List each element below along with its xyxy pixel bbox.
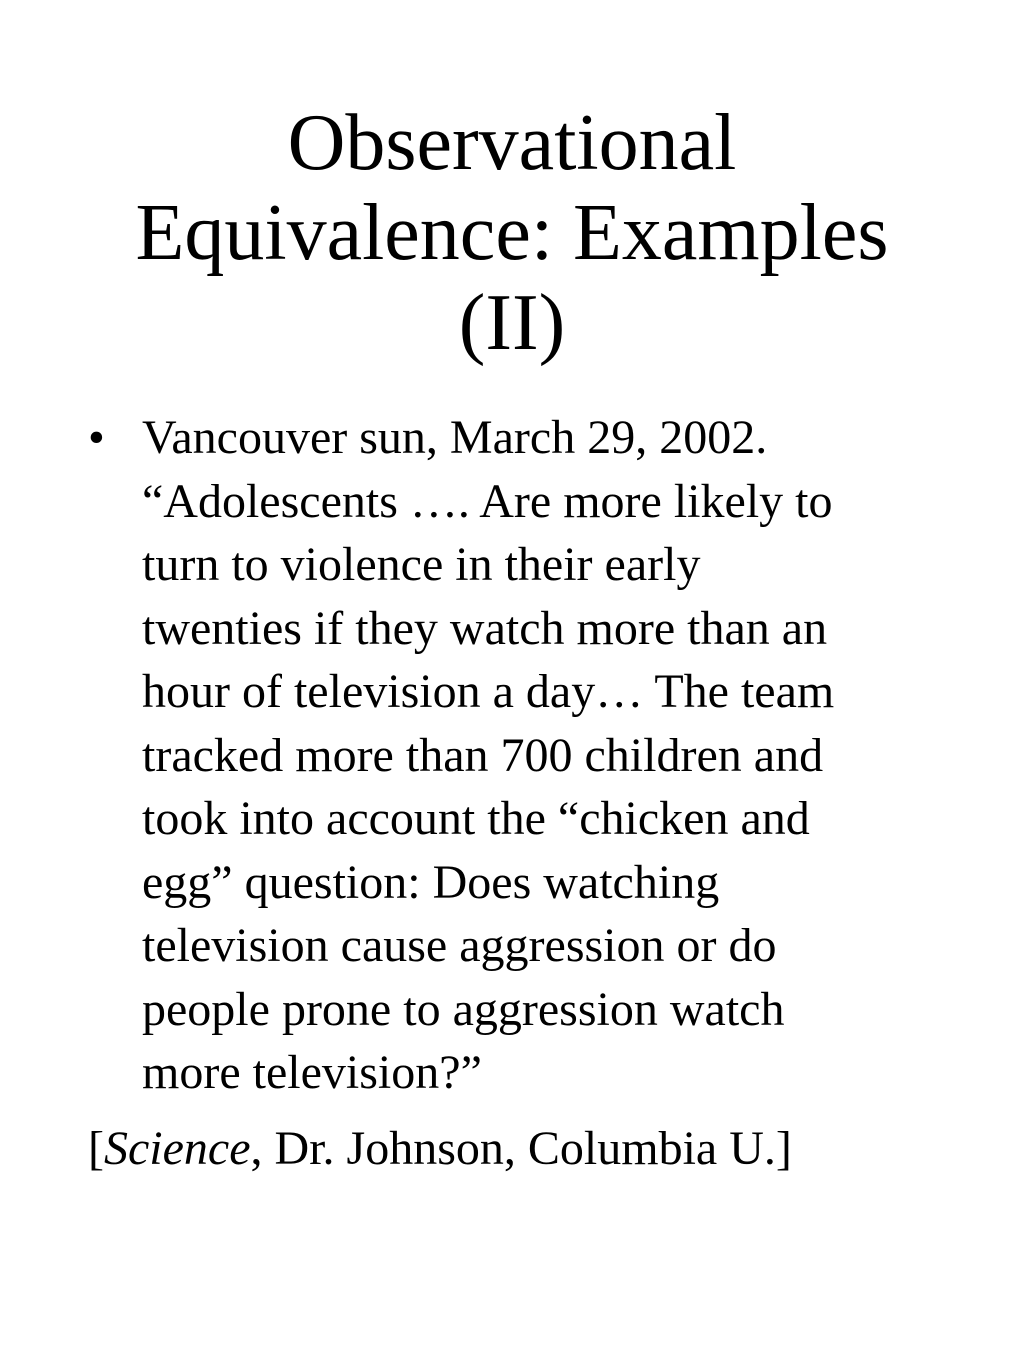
citation-open-bracket: [ [88,1122,104,1175]
bullet-line: Vancouver sun, March 29, 2002. [142,411,768,464]
bullet-list [0,406,1024,1105]
title-line: Equivalence: Examples [135,189,889,277]
citation-rest: , Dr. Johnson, Columbia U.] [250,1122,792,1175]
bullet-line: took into account the “chicken and [142,792,810,845]
title-line: (II) [458,279,566,367]
bullet-line: twenties if they watch more than an [142,601,828,655]
bullet-line: more television?” [142,1046,482,1099]
bullet-line: television cause aggression or do [142,919,777,972]
bullet-line: hour of television a day… The team [142,665,835,718]
citation [88,1117,792,1181]
bullet-marker: • [88,411,105,464]
slide-title [60,98,964,368]
bullet-line: “Adolescents …. Are more likely to [142,474,833,528]
bullet-line: tracked more than 700 children and [142,728,824,782]
citation-journal: Science [103,1122,251,1175]
bullet-line: turn to violence in their early [142,538,701,591]
title-line: Observational [287,99,737,187]
bullet-line: egg” question: Does watching [142,855,720,909]
bullet-text [142,406,964,1105]
bullet-line: people prone to aggression watch [142,982,785,1036]
bullet-item [0,406,1024,1105]
